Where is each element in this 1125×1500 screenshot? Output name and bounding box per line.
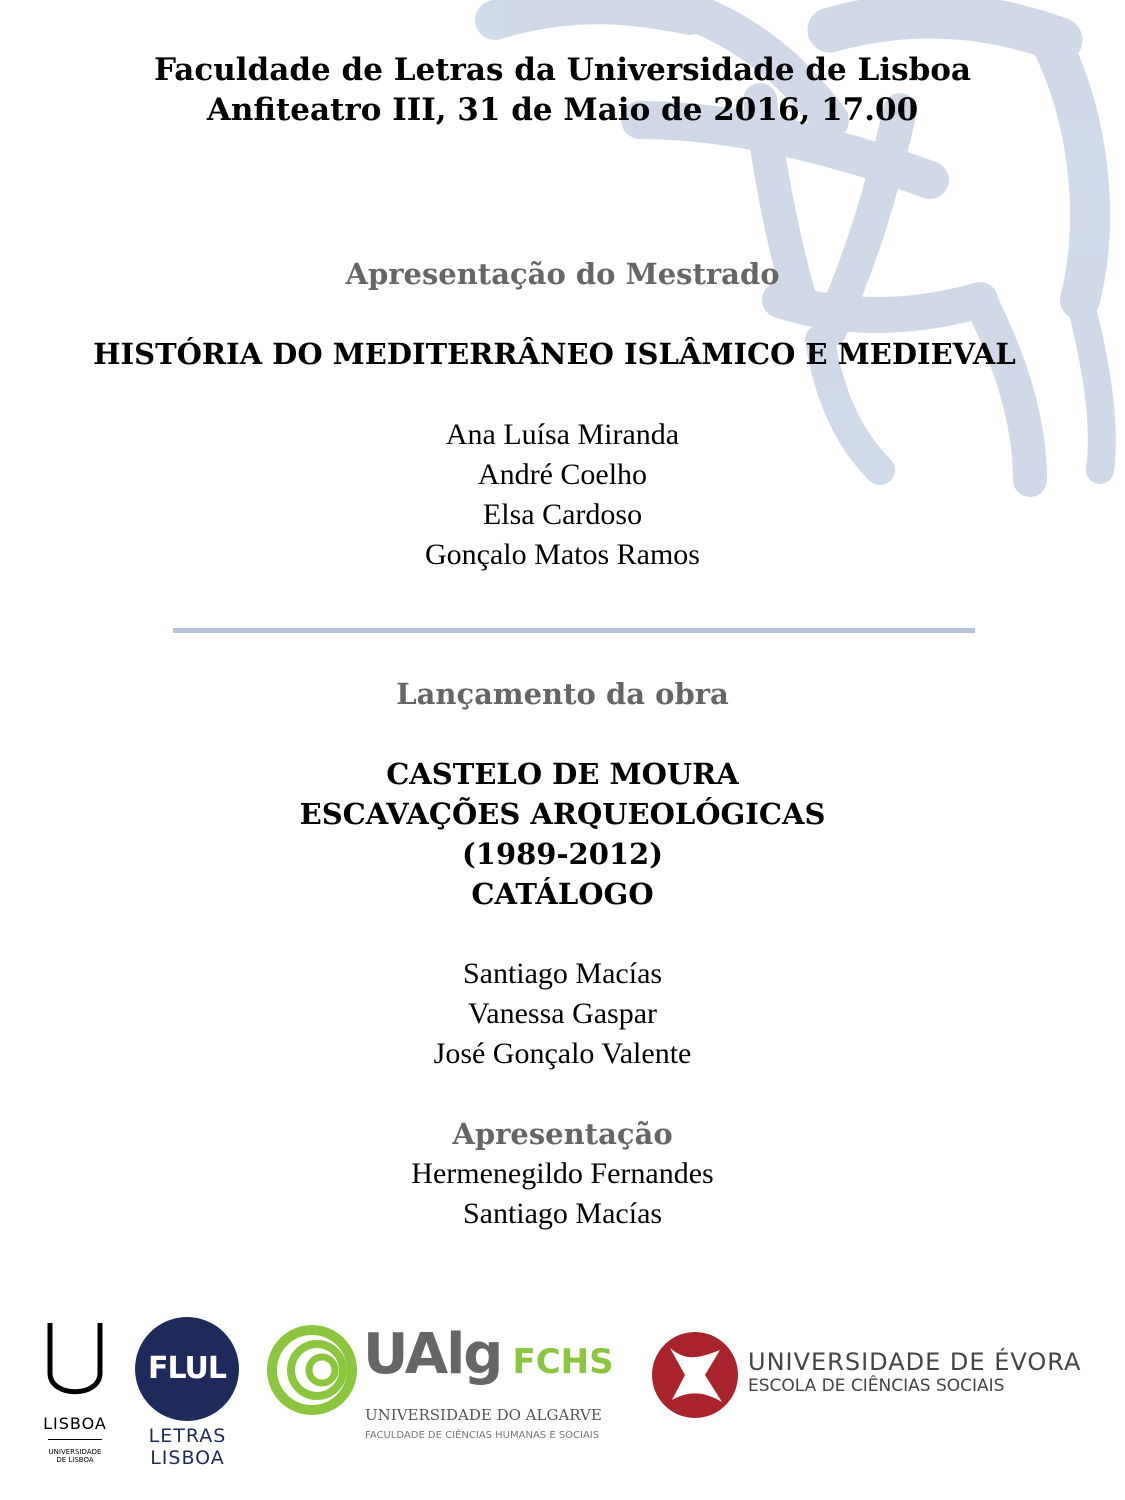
evora-line1: UNIVERSIDADE DE ÉVORA — [748, 1348, 1082, 1376]
ulisboa-u-mark — [40, 1318, 110, 1408]
section1-label: Apresentação do Mestrado — [345, 257, 780, 291]
author-name: Santiago Macías — [462, 957, 663, 990]
venue-datetime: Anfiteatro III, 31 de Maio de 2016, 17.00 — [206, 92, 919, 128]
book-title-line: ESCAVAÇÕES ARQUEOLÓGICAS — [299, 797, 826, 831]
student-name: Ana Luísa Miranda — [445, 418, 680, 451]
ulisboa-name: LISBOA — [43, 1414, 107, 1433]
ulisboa-sub1: UNIVERSIDADE — [48, 1448, 102, 1456]
flul-line1: LETRAS — [148, 1425, 227, 1447]
book-title-line: CASTELO DE MOURA — [386, 757, 739, 791]
ualg-circles-mark — [265, 1323, 360, 1418]
presenter-name: Hermenegildo Fernandes — [411, 1157, 714, 1190]
section-divider — [173, 628, 975, 633]
institution-heading: Faculdade de Letras da Universidade de Lisboa — [153, 52, 972, 88]
evora-line2: ESCOLA DE CIÊNCIAS SOCIAIS — [748, 1376, 1005, 1396]
book-title-line: CATÁLOGO — [471, 877, 654, 911]
ualg-logo — [265, 1318, 645, 1448]
author-name: Vanessa Gaspar — [467, 997, 658, 1030]
flul-line2: LISBOA — [150, 1447, 225, 1469]
author-name: José Gonçalo Valente — [433, 1037, 692, 1070]
presentation-label: Apresentação — [452, 1117, 673, 1151]
evora-emblem — [650, 1330, 740, 1420]
flul-logo — [135, 1317, 240, 1477]
student-name: Gonçalo Matos Ramos — [425, 538, 700, 571]
student-name: André Coelho — [477, 458, 648, 491]
ualg-line2: FACULDADE DE CIÊNCIAS HUMANAS E SOCIAIS — [365, 1430, 600, 1441]
ualg-name: UAlg — [363, 1322, 502, 1387]
ulisboa-logo — [40, 1318, 110, 1478]
section2-label: Lançamento da obra — [396, 677, 729, 711]
ualg-suffix: FCHS — [512, 1342, 614, 1382]
student-name: Elsa Cardoso — [482, 498, 643, 531]
masters-title: HISTÓRIA DO MEDITERRÂNEO ISLÂMICO E MEDIEVAL — [93, 337, 1016, 371]
evora-logo — [650, 1330, 1090, 1430]
presenter-name: Santiago Macías — [462, 1197, 663, 1230]
ualg-line1: UNIVERSIDADE DO ALGARVE — [365, 1406, 602, 1424]
ualg-wordmark — [363, 1322, 614, 1387]
flul-badge — [135, 1317, 239, 1421]
ulisboa-sub2: DE LISBOA — [56, 1456, 94, 1464]
flul-badge-text: FLUL — [147, 1351, 227, 1386]
book-title-line: (1989-2012) — [462, 837, 663, 871]
